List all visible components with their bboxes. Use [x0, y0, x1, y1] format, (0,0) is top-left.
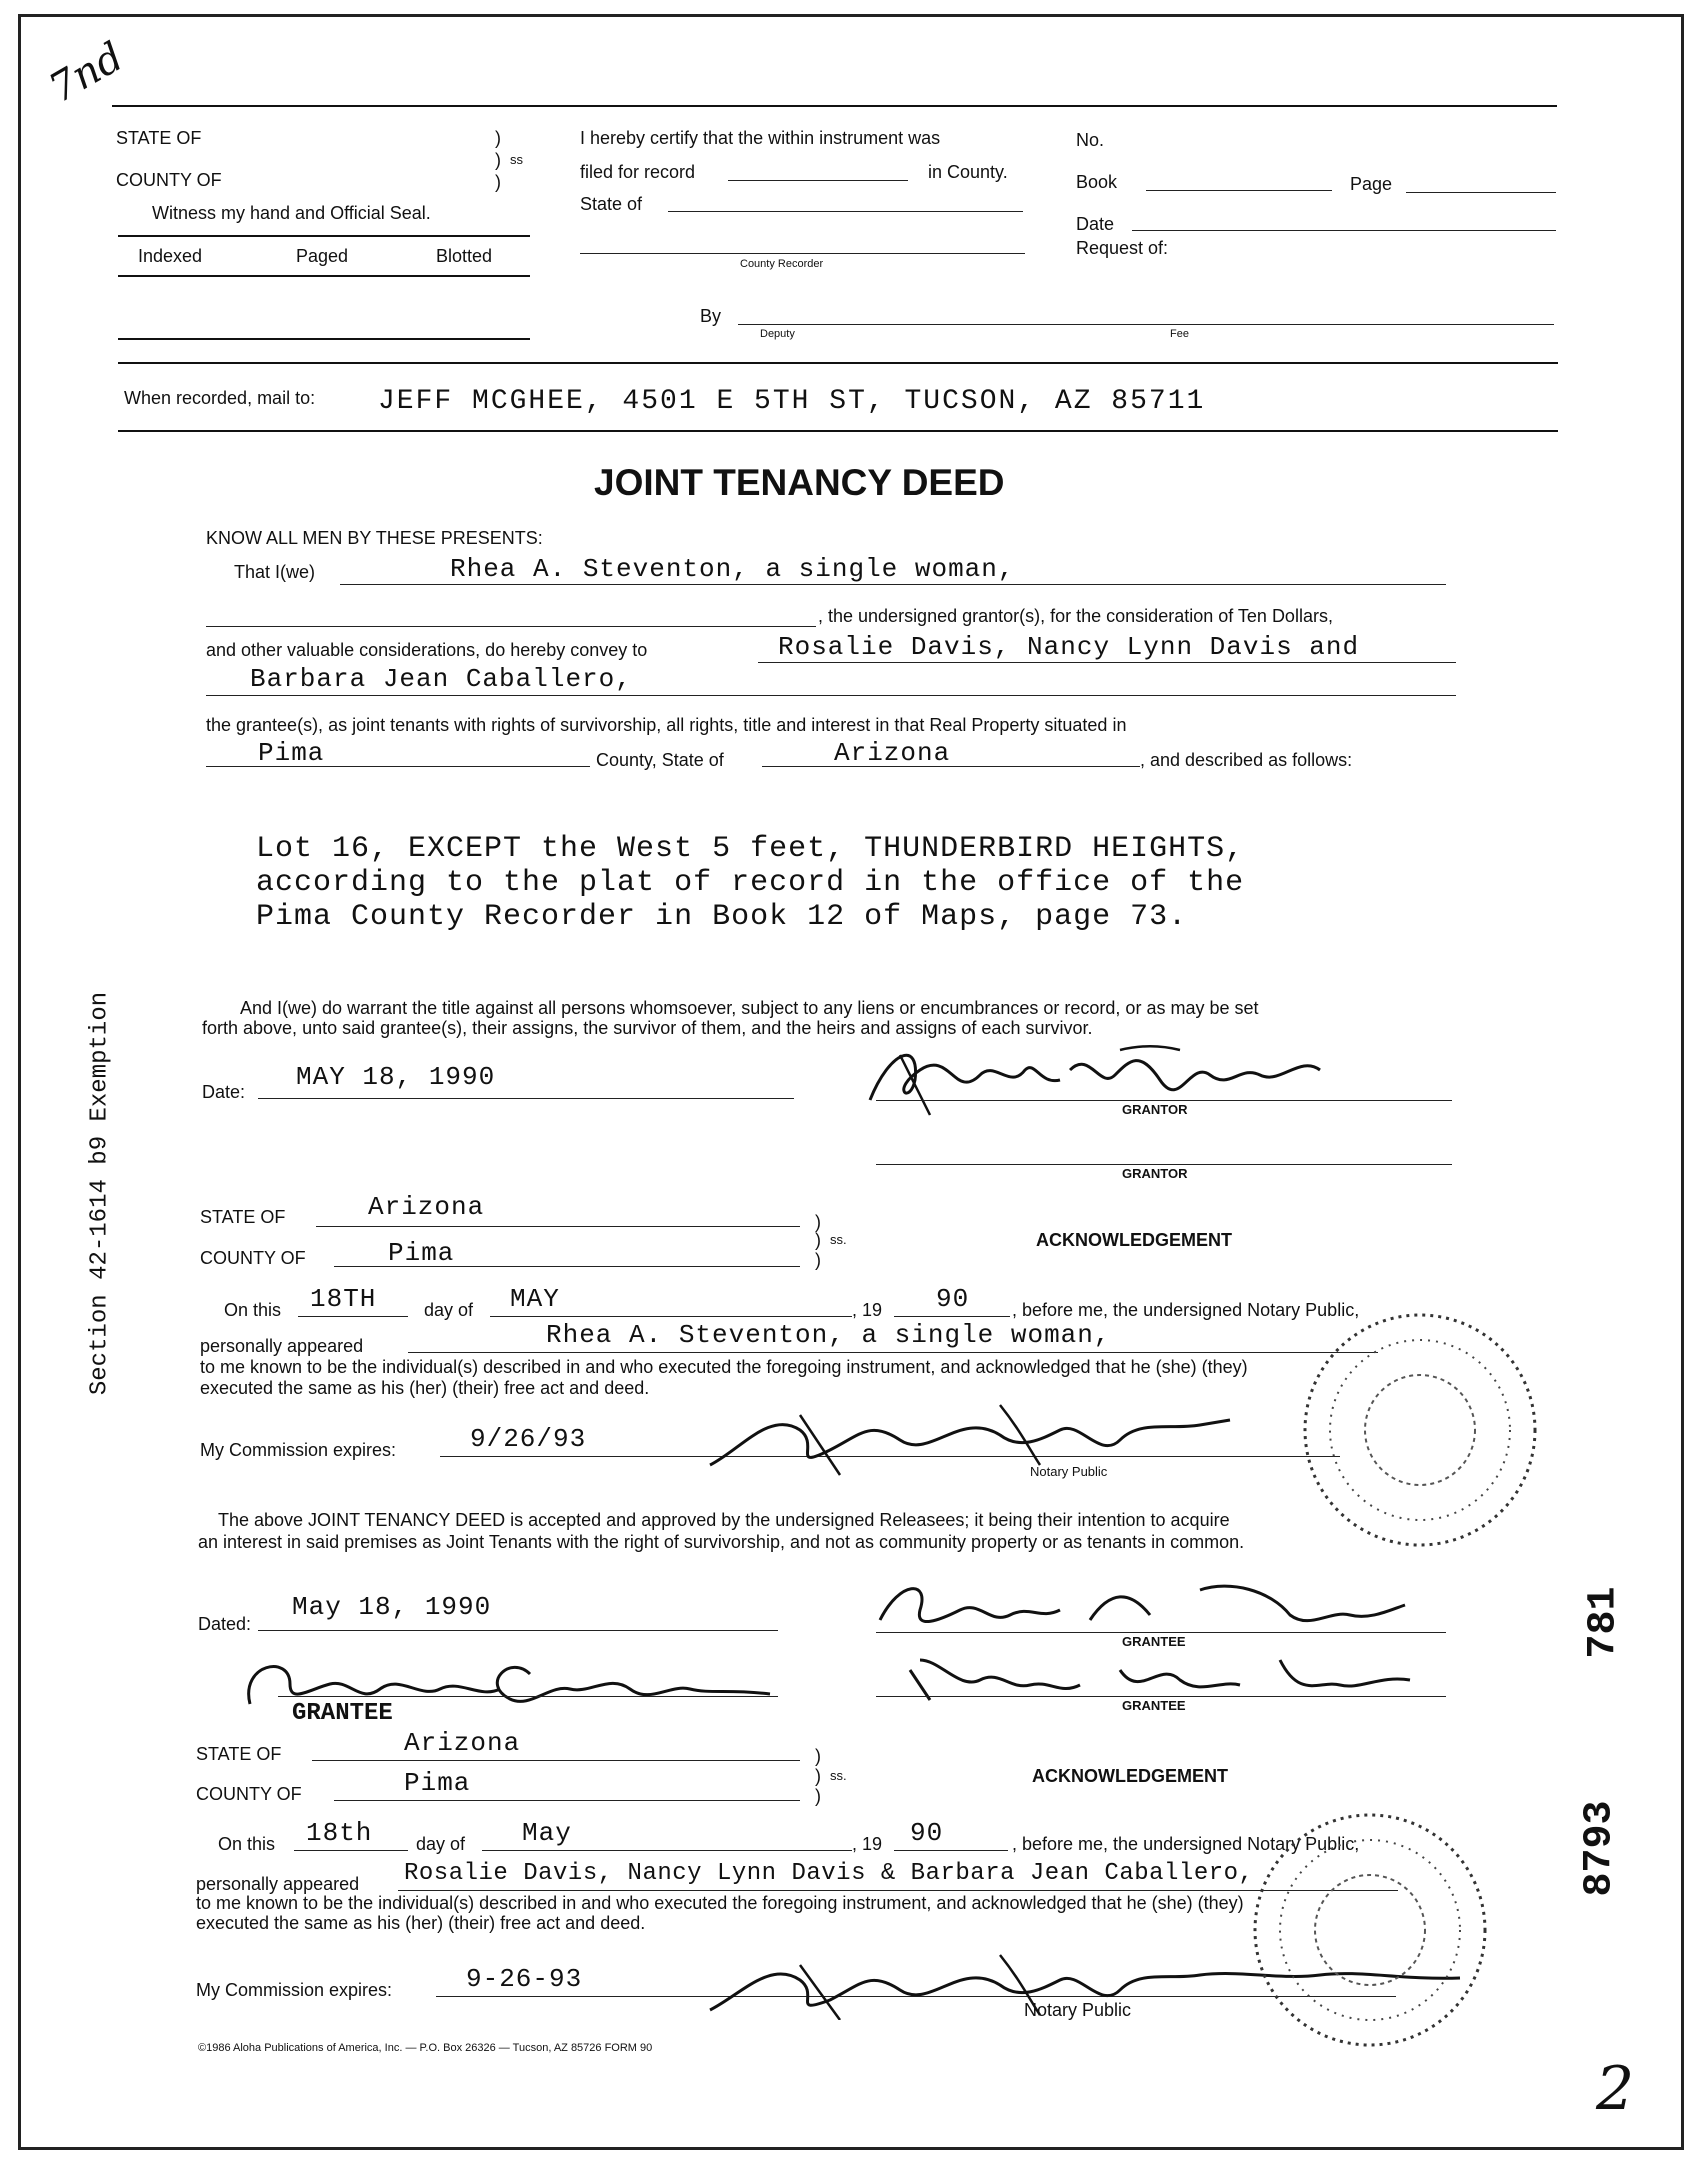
described-text: , and described as follows:	[1140, 750, 1353, 770]
grantor-name-value: Rhea A. Steventon, a single woman,	[450, 554, 1015, 584]
ack1-day-rule	[298, 1316, 408, 1317]
form-footer: ©1986 Aloha Publications of America, Inc. — P.O. Box 26326 — Tucson, AZ 85726 FORM 90	[198, 2042, 653, 2054]
ack1-appeared-value: Rhea A. Steventon, a single woman,	[546, 1320, 1111, 1350]
know-all-text: KNOW ALL MEN BY THESE PRESENTS:	[206, 528, 543, 548]
rec-certify-line: I hereby certify that the within instrument was	[580, 128, 941, 148]
ack2-personally-label: personally appeared	[196, 1874, 360, 1894]
rec-page-label: Page	[1350, 174, 1393, 194]
that-i-label: That I(we)	[234, 562, 316, 582]
ack2-commission-label: My Commission expires:	[196, 1980, 393, 2000]
ack1-day-of-label: day of	[424, 1300, 474, 1320]
top-rule	[112, 105, 1557, 107]
undersigned-grantor-text: , the undersigned grantor(s), for the consideration of Ten Dollars,	[818, 606, 1333, 626]
rec-state-of-label: STATE OF	[116, 128, 202, 148]
mail-bottom-rule	[118, 430, 1558, 432]
rec-page-blank	[1406, 192, 1556, 193]
mail-top-rule	[118, 362, 1558, 364]
ack2-day-rule	[294, 1850, 408, 1851]
rec-brace-3: )	[495, 172, 501, 192]
grantor-name-rule	[340, 584, 1446, 585]
ack2-county-value: Pima	[404, 1768, 471, 1798]
ack1-state-of-label: STATE OF	[200, 1207, 286, 1227]
ack2-before-me-text: , before me, the undersigned Notary Public,	[1012, 1834, 1360, 1854]
grantees-rule-1	[758, 662, 1456, 663]
ack1-commission-value: 9/26/93	[470, 1424, 587, 1454]
ack1-day-value: 18TH	[310, 1284, 377, 1314]
rec-brace-1: )	[495, 128, 501, 148]
ack2-appeared-value: Rosalie Davis, Nancy Lynn Davis & Barbara Jean Caballero,	[404, 1860, 1254, 1887]
ack2-state-value: Arizona	[404, 1728, 521, 1758]
ack2-executed-text: executed the same as his (her) (their) free act and deed.	[196, 1913, 646, 1933]
stamp-number-a: 781	[1581, 1586, 1627, 1659]
grantee-rule-barbara	[278, 1696, 778, 1697]
ack1-year-rule	[894, 1316, 1010, 1317]
notary-seal-1	[1290, 1300, 1550, 1560]
notary-signature-1	[700, 1390, 1240, 1480]
ack1-county-value: Pima	[388, 1238, 455, 1268]
rec-blotted-label: Blotted	[436, 246, 493, 266]
ack2-day-of-label: day of	[416, 1834, 466, 1854]
grantee-label-barbara: GRANTEE	[292, 1700, 393, 1727]
rec-witness-rule	[118, 235, 530, 237]
ack2-notary-label: Notary Public	[1024, 2000, 1132, 2020]
rec-request-label: Request of:	[1076, 238, 1169, 258]
rec-indexed-label: Indexed	[138, 246, 203, 266]
grantees-rule-2	[206, 695, 1456, 696]
rec-state-blank	[668, 211, 1023, 212]
ack1-appeared-rule	[408, 1352, 1378, 1353]
rec-indexed-rule	[118, 275, 530, 277]
rec-filed-blank	[728, 180, 908, 181]
rec-brace-2: )	[495, 150, 501, 170]
ack1-nineteen-label: , 19	[852, 1300, 883, 1320]
state-value: Arizona	[834, 738, 951, 768]
ack2-brace-1: )	[815, 1746, 821, 1766]
ack2-nineteen-label: , 19	[852, 1834, 883, 1854]
rec-paged-label: Paged	[296, 246, 349, 266]
date-label: Date:	[202, 1082, 246, 1102]
rec-by-label: By	[700, 306, 722, 326]
ack2-known-text: to me known to be the individual(s) described in and who executed the foregoing instrument, and acknowledged that he (she) (they)	[196, 1893, 1244, 1913]
grantee-rule-2	[876, 1696, 1446, 1697]
ack2-brace-3: )	[815, 1786, 821, 1806]
ack1-county-of-label: COUNTY OF	[200, 1248, 306, 1268]
ack1-brace-1: )	[815, 1212, 821, 1232]
date-value: MAY 18, 1990	[296, 1062, 496, 1092]
ack1-heading: ACKNOWLEDGEMENT	[1036, 1230, 1232, 1250]
legal-description-line-1: Lot 16, EXCEPT the West 5 feet, THUNDERBIRD HEIGHTS,	[256, 832, 1245, 866]
rec-deputy-rule	[738, 324, 1554, 325]
ack1-personally-label: personally appeared	[200, 1336, 364, 1356]
rec-book-label: Book	[1076, 172, 1118, 192]
county-value: Pima	[258, 738, 325, 768]
ack1-commission-label: My Commission expires:	[200, 1440, 397, 1460]
rec-recorder-rule	[580, 253, 1025, 254]
state-rule	[762, 766, 1140, 767]
grantor-label-2: GRANTOR	[1122, 1166, 1188, 1181]
ack1-month-value: MAY	[510, 1284, 560, 1314]
grantee-rule-1	[876, 1632, 1446, 1633]
rec-county-of-label: COUNTY OF	[116, 170, 222, 190]
rec-county-recorder-label: County Recorder	[740, 258, 824, 270]
ack1-on-this-label: On this	[224, 1300, 282, 1320]
warrant-text-1: And I(we) do warrant the title against all persons whomsoever, subject to any liens or encumbrances or record, or as may be set	[240, 998, 1259, 1018]
rec-witness-text: Witness my hand and Official Seal.	[152, 203, 431, 223]
rec-in-county-label: in County.	[928, 162, 1008, 182]
ack2-year-rule	[894, 1850, 1008, 1851]
ack2-day-value: 18th	[306, 1818, 373, 1848]
ack1-brace-2: )	[815, 1230, 821, 1250]
rec-state-of-2-label: State of	[580, 194, 643, 214]
rec-ss-label: ss	[510, 152, 523, 167]
ack2-heading: ACKNOWLEDGEMENT	[1032, 1766, 1228, 1786]
ack1-executed-text: executed the same as his (her) (their) free act and deed.	[200, 1378, 650, 1398]
ack1-state-value: Arizona	[368, 1192, 485, 1222]
ack1-state-rule	[316, 1226, 800, 1227]
mail-to-value: JEFF MCGHEE, 4501 E 5TH ST, TUCSON, AZ 85711	[378, 386, 1206, 417]
ack1-month-rule	[490, 1316, 852, 1317]
ack2-state-of-label: STATE OF	[196, 1744, 282, 1764]
warrant-text-2: forth above, unto said grantee(s), their assigns, the survivor of them, and the heirs and assigns of each survivor.	[202, 1018, 1093, 1038]
rec-fee-label: Fee	[1170, 328, 1189, 340]
date-rule	[258, 1098, 794, 1099]
ack2-brace-2: )	[815, 1766, 821, 1786]
deed-title: JOINT TENANCY DEED	[594, 462, 1005, 503]
ack1-known-text: to me known to be the individual(s) described in and who executed the foregoing instrument, and acknowledged that he (she) (they)	[200, 1357, 1248, 1377]
acceptance-text-2: an interest in said premises as Joint Tenants with the right of survivorship, and not as community property or as tenants in common.	[198, 1532, 1245, 1552]
ack2-ss-label: ss.	[830, 1768, 847, 1783]
rec-no-label: No.	[1076, 130, 1105, 150]
county-state-label: County, State of	[596, 750, 724, 770]
ack2-month-rule	[482, 1850, 852, 1851]
grantees-value-1: Rosalie Davis, Nancy Lynn Davis and	[778, 632, 1360, 662]
side-exemption-note: Section 42-1614 b9 Exemption	[86, 991, 114, 1396]
legal-description-line-3: Pima County Recorder in Book 12 of Maps, page 73.	[256, 900, 1188, 934]
ack2-state-rule	[312, 1760, 800, 1761]
ack2-month-value: May	[522, 1818, 572, 1848]
grantor-rule-2	[876, 1164, 1452, 1165]
grantees-value-2: Barbara Jean Caballero,	[250, 664, 632, 694]
dated-rule	[258, 1630, 778, 1631]
rec-deputy-label: Deputy	[760, 328, 795, 340]
grantor-rule-1	[876, 1100, 1452, 1101]
ack2-commission-value: 9-26-93	[466, 1964, 583, 1994]
other-valuable-text: and other valuable considerations, do hereby convey to	[206, 640, 648, 660]
grantor-signature	[860, 1030, 1330, 1120]
grantee-label-2: GRANTEE	[1122, 1698, 1186, 1713]
corner-scribble: 2	[1596, 2054, 1635, 2124]
rec-date-label: Date	[1076, 214, 1115, 234]
ack1-brace-3: )	[815, 1250, 821, 1270]
rec-filed-label: filed for record	[580, 162, 696, 182]
acceptance-text-1: The above JOINT TENANCY DEED is accepted and approved by the undersigned Releasees; it being their intention to acquire	[218, 1510, 1230, 1530]
grantee-signature-rosalie	[870, 1570, 1410, 1640]
grantor-label-1: GRANTOR	[1122, 1102, 1188, 1117]
grantees-clause-text: the grantee(s), as joint tenants with rights of survivorship, all rights, title and interest in that Real Property situated in	[206, 715, 1127, 735]
ack1-ss-label: ss.	[830, 1232, 847, 1247]
ack1-before-me-text: , before me, the undersigned Notary Public,	[1012, 1300, 1360, 1320]
grantor-name-rule-2	[206, 626, 816, 627]
ack2-county-of-label: COUNTY OF	[196, 1784, 302, 1804]
ack2-year-value: 90	[910, 1818, 944, 1848]
ack2-county-rule	[334, 1800, 800, 1801]
grantee-label-1: GRANTEE	[1122, 1634, 1186, 1649]
corner-handwritten-mark: 7nd	[41, 33, 132, 113]
ack1-year-value: 90	[936, 1284, 970, 1314]
stamp-number-b: 8793	[1577, 1800, 1623, 1897]
rec-blank-rule	[118, 338, 530, 340]
ack1-notary-label: Notary Public	[1030, 1464, 1108, 1479]
mail-to-label: When recorded, mail to:	[124, 388, 316, 408]
dated-label: Dated:	[198, 1614, 252, 1634]
legal-description-line-2: according to the plat of record in the office of the	[256, 866, 1245, 900]
notary-seal-2	[1240, 1800, 1500, 2060]
rec-date-blank	[1132, 230, 1556, 231]
rec-book-blank	[1146, 190, 1332, 191]
dated-value: May 18, 1990	[292, 1592, 492, 1622]
ack2-on-this-label: On this	[218, 1834, 276, 1854]
